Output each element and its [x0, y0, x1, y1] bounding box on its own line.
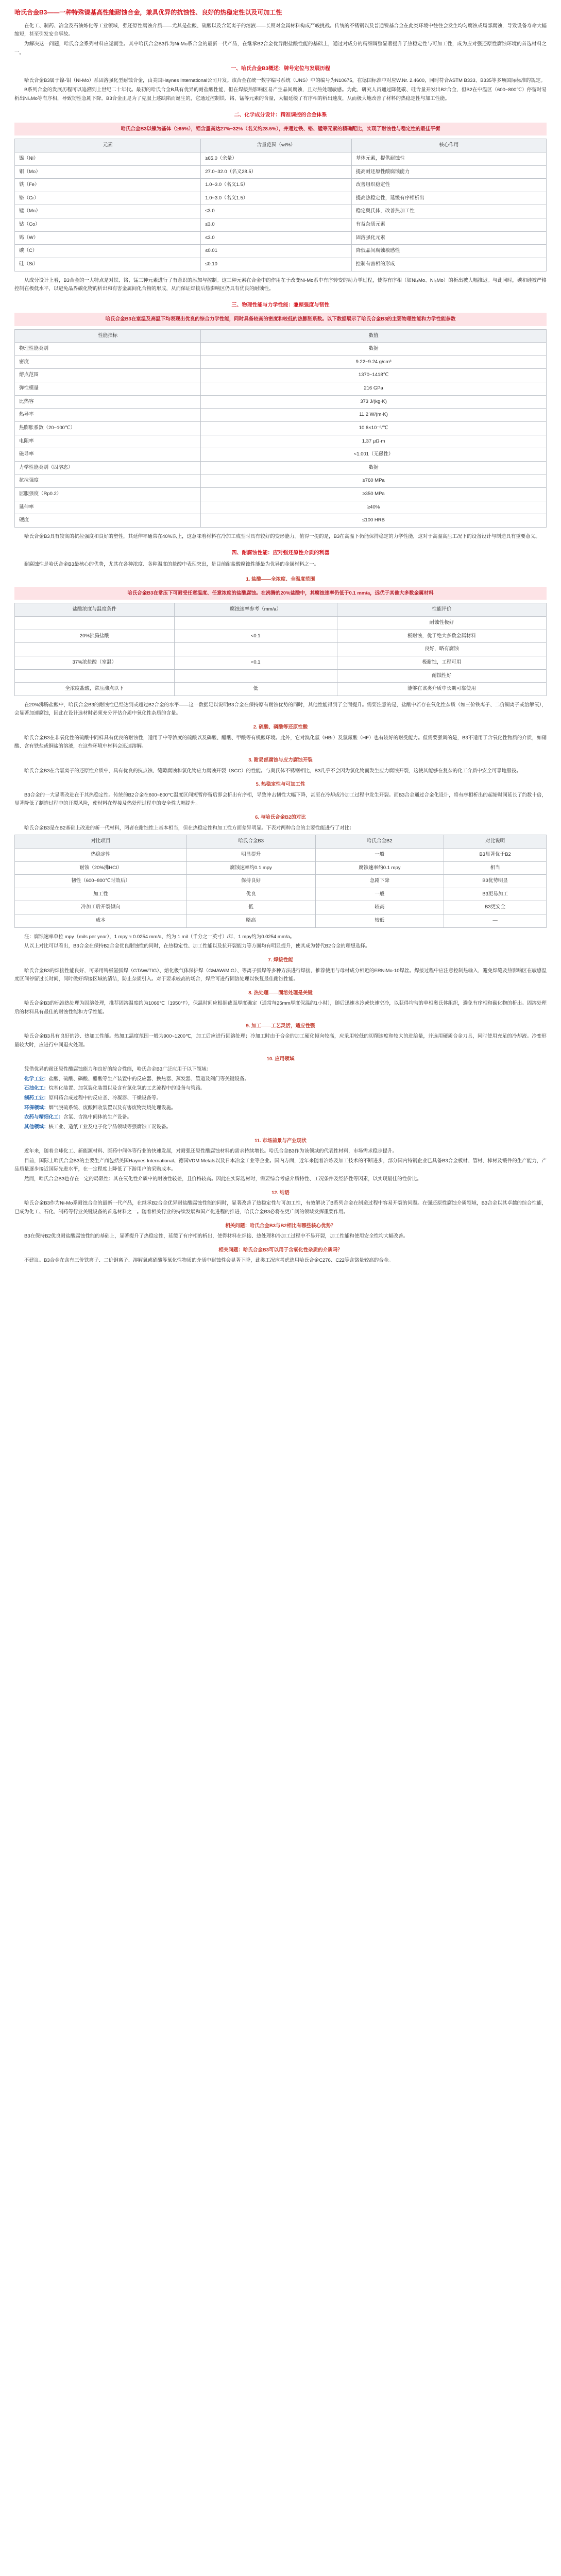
table-cell: 韧性（600~800℃时效后）	[15, 875, 187, 888]
table-cell: 硅（Si）	[15, 258, 201, 271]
table-cell: 有益杂质元素	[351, 218, 546, 232]
paragraph: B系列合金的发展历程可以追溯到上世纪二十年代。最初的哈氏合金B具有优异的耐盐酸性能，但在焊接热影响区易产生晶间腐蚀，且对热处理敏感。为此，研究人员通过降低碳、硅含量开发出B2合金，但B2在中温区（600~800℃）停留时易析出Ni₄Mo等有序相，导致韧性急剧下降。B3合金正是为了克服上述缺陷而诞生的，它通过控制铁、铬、锰等元素的含量，大幅延缓了有序相的析出速度，从而极大地改善了材料的热稳定性与加工性能。	[14, 87, 547, 102]
table-row	[15, 914, 547, 928]
table-row	[15, 630, 547, 643]
table-cell: <0.1	[174, 656, 337, 669]
table-cell: 磁导率	[15, 448, 201, 462]
table-cell: 373 J/(kg·K)	[201, 395, 547, 409]
paragraph: 从成分设计上看，B3合金的一大特点是对铁、铬、锰三种元素进行了有意识的添加与控制。这三种元素在合金中的作用在于改变Ni-Mo系中有序转变的动力学过程，使得有序相（如Ni₄Mo、Ni₃Mo）的析出被大幅推迟。与此同时，碳和硅被严格控制在极低水平，以避免晶界碳化物的析出和有害金属间化合物的形成，从而保证焊接后热影响区仍具有优良的耐蚀性。	[14, 277, 547, 292]
list-item	[14, 1104, 547, 1113]
subsection-heading: 2. 硫酸、磷酸等还原性酸	[253, 724, 308, 731]
table-cell: 37%浓盐酸（室温）	[15, 656, 175, 669]
table-row	[15, 382, 547, 396]
table-header: 对比项目	[15, 835, 187, 849]
table-header: 腐蚀速率参考（mm/a）	[174, 603, 337, 617]
list-item-label: 环保领域：	[24, 1105, 49, 1111]
list-item	[14, 1084, 547, 1093]
table-row	[15, 848, 547, 861]
table-row	[15, 192, 547, 205]
table-cell	[174, 669, 337, 683]
table-cell: ≥350 MPa	[201, 488, 547, 501]
subsection-heading: 8. 热处理——固溶处理是关键	[248, 990, 313, 996]
table-cell: 碳（C）	[15, 245, 201, 258]
table-header: 对比说明	[444, 835, 547, 849]
table-cell: 全浓度盐酸，常压沸点以下	[15, 683, 175, 696]
table-cell: 弹性模量	[15, 382, 201, 396]
table-cell: 能够在该类介质中长期可靠使用	[337, 683, 546, 696]
subsection-heading: 12. 结语	[271, 1190, 290, 1196]
subsection-heading: 9. 加工——工艺灵活，适应性强	[246, 1023, 315, 1029]
table-cell: 20%沸腾盐酸	[15, 630, 175, 643]
table-header: 元素	[15, 139, 201, 152]
list-item	[14, 1075, 547, 1084]
table-cell: 腐蚀速率约0.1 mpy	[186, 861, 315, 875]
list-item-text: 核工业、造纸工业及电子化学品领域等强腐蚀工况设备。	[48, 1124, 172, 1130]
table-cell: 熔点范围	[15, 369, 201, 382]
highlight-box: 哈氏合金B3在常压下可耐受任意温度、任意浓度的盐酸腐蚀。在沸腾的20%盐酸中，其腐蚀速率仍低于0.1 mm/a，远优于其他大多数金属材料	[14, 587, 547, 600]
table-row	[15, 218, 547, 232]
table-row	[15, 501, 547, 514]
table-cell: 急剧下降	[315, 875, 444, 888]
table-row	[15, 488, 547, 501]
table-cell: 极耐蚀，优于绝大多数金属材料	[337, 630, 546, 643]
list-item-text: 盐酸、硫酸、磷酸、醋酸等生产装置中的反应器、换热器、蒸发器、管道及阀门等关键设备。	[48, 1076, 250, 1082]
paragraph: 哈氏合金B3具有较高的抗拉强度和良好的塑性，其延伸率通常在40%以上，这意味着材料在冷加工成型时具有较好的变形能力。值得一提的是，B3在高温下仍能保持稳定的力学性能，这对于高温高压工况下的设备设计与制造具有重要意义。	[24, 533, 540, 539]
paragraph: 为解决这一问题，哈氏合金系列材料应运而生。其中哈氏合金B3作为Ni-Mo系合金的最新一代产品，在继承B2合金优异耐盐酸性能的基础上，通过对成分的精细调整显著提升了热稳定性与可加工性，成为应对强还原性腐蚀环境的首选材料之一。	[14, 41, 547, 56]
intro	[14, 22, 547, 58]
paragraph: 在20%沸腾盐酸中，哈氏合金B3的耐蚀性已经达到或超过B2合金的水平——这一数据足以说明B3合金在保持原有耐蚀优势的同时，其他性能得到了全面提升。需要注意的是，盐酸中若存在氧化性杂质（如三价铁离子、二价铜离子或溶解氧），会显著加速腐蚀，因此在设计选材时必须充分评估介质中氧化性杂质的含量。	[14, 702, 547, 717]
paragraph: 哈氏合金B3作为Ni-Mo系耐蚀合金的最新一代产品，在继承B2合金优异耐盐酸腐蚀性能的同时，显著改善了热稳定性与可加工性，有效解决了B系列合金在制造过程中容易开裂的问题。在强还原性腐蚀介质领域，B3合金以其卓越的综合性能，已成为化工、石化、制药等行业关键设备的首选材料之一。随着相关行业的持续发展和国产化进程的推进，哈氏合金B3必将在更广阔的领域发挥重要作用。	[14, 1200, 547, 1215]
table-row	[15, 901, 547, 914]
table-cell: 数据	[201, 461, 547, 474]
section-heading: 二、化学成分设计：精准调控的合金体系	[234, 112, 327, 118]
table-cell: 9.22~9.24 g/cm³	[201, 355, 547, 369]
table-cell: 一般	[315, 848, 444, 861]
table-cell: 较低	[315, 914, 444, 928]
table-cell: 耐蚀（20%沸HCl）	[15, 861, 187, 875]
qa-answer: 不建议。B3合金在含有三价铁离子、二价铜离子、溶解氧或硝酸等氧化性物质的介质中耐蚀性会显著下降，此类工况应考虑选用哈氏合金C276、C22等含铬量较高的合金。	[24, 1258, 394, 1264]
table-cell: ≤0.01	[201, 245, 352, 258]
paragraph: 注：腐蚀速率单位 mpy（mils per year），1 mpy ≈ 0.0254 mm/a，约为 1 mil（千分之一英寸）/年，1 mpy约为0.0254 mm/a。	[24, 934, 295, 940]
table-cell: 1.37 μΩ·m	[201, 435, 547, 448]
article-title: 哈氏合金B3——一种特殊镍基高性能耐蚀合金，兼具优异的抗蚀性、良好的热稳定性以及可加工性	[14, 9, 282, 16]
table-cell: 锰（Mn）	[15, 205, 201, 218]
list-item-label: 制药工业：	[24, 1095, 49, 1101]
list-item-label: 化学工业：	[24, 1076, 49, 1082]
table-header: 性能指标	[15, 329, 201, 343]
paragraph: 耐腐蚀性是哈氏合金B3最核心的优势，尤其在各种浓度、各种温度的盐酸中表现突出，是目前耐盐酸腐蚀性能最为优异的金属材料之一。	[24, 562, 319, 568]
table-cell	[174, 643, 337, 656]
table-cell: 稳定奥氏体，改善热加工性	[351, 205, 546, 218]
paragraph: 哈氏合金B3的标准热处理为固溶处理，推荐固溶温度约为1066℃（1950°F），保温时间应根据截面厚度确定（通常每25mm厚度保温约1小时），随后迅速水冷或快速空冷，以获得均匀的单相奥氏体组织，避免有序相和碳化物的析出。固溶处理后的材料具有最佳的耐蚀性能和力学性能。	[14, 1001, 547, 1015]
table-cell: 11.2 W/(m·K)	[201, 409, 547, 422]
article	[0, 0, 561, 1279]
composition-table	[14, 139, 547, 271]
table-cell: 良好，略有腐蚀	[337, 643, 546, 656]
table-cell: 耐蚀性极好	[337, 617, 546, 630]
table-cell: ≤3.0	[201, 205, 352, 218]
table-row	[15, 888, 547, 901]
paragraph: 哈氏合金B3属于镍-钼（Ni-Mo）系固溶强化型耐蚀合金，由美国Haynes International公司开发。该合金在统一数字编号系统（UNS）中的编号为N10675，在德国标准中对应W.Nr. 2.4600，同时符合ASTM B333、B335等多项国际标准的规定。	[24, 77, 546, 83]
table-cell: 比热容	[15, 395, 201, 409]
list-item	[14, 1113, 547, 1122]
table-row	[15, 409, 547, 422]
table-cell: 1.0~3.0（名义1.5）	[201, 192, 352, 205]
paragraph: 在化工、制药、冶金及石油炼化等工业领域，强还原性腐蚀介质——尤其是盐酸、硫酸以及含氯离子的溶液——长期对金属材料构成严峻挑战。传统的不锈钢以及普通镍基合金在此类环境中往往会发生均匀腐蚀或局部腐蚀，导致设备寿命大幅缩短，甚至引发安全事故。	[14, 23, 547, 38]
subsection-heading: 11. 市场前景与产业现状	[254, 1138, 307, 1144]
table-cell: 低	[186, 901, 315, 914]
table-cell: 一般	[315, 888, 444, 901]
table-cell: ≥40%	[201, 501, 547, 514]
table-row	[15, 656, 547, 669]
table-row	[15, 152, 547, 165]
list-item	[14, 1123, 547, 1132]
table-cell: B3优势明显	[444, 875, 547, 888]
list-item	[14, 1094, 547, 1103]
table-cell: 延伸率	[15, 501, 201, 514]
table-header: 哈氏合金B3	[186, 835, 315, 849]
comparison-table	[14, 835, 547, 927]
table-row	[15, 617, 547, 630]
table-cell: 极耐蚀，工程可用	[337, 656, 546, 669]
table-row	[15, 355, 547, 369]
table-row	[15, 343, 547, 356]
table-row	[15, 205, 547, 218]
table-cell: 热膨胀系数（20~100℃）	[15, 421, 201, 435]
subsection-heading: 7. 焊接性能	[268, 957, 293, 963]
list-item-text: 原料药合成过程中的反应釜、冷凝器、干燥设备等。	[48, 1095, 162, 1101]
table-row	[15, 231, 547, 245]
qa-answer: B3在保持B2优良耐盐酸腐蚀性能的基础上，显著提升了热稳定性，延缓了有序相的析出，使得材料在焊接、热处理和冷加工过程中不易开裂，加工性能和使用安全性均大幅改善。	[24, 1233, 409, 1240]
list-item-text: 烟气脱硫系统、废酸回收装置以及有害废物焚烧处理设施。	[48, 1105, 176, 1111]
table-cell: 硬度	[15, 514, 201, 528]
table-cell: 耐蚀性好	[337, 669, 546, 683]
table-cell: 216 GPa	[201, 382, 547, 396]
paragraph: 哈氏合金B3的焊接性能良好，可采用钨极氩弧焊（GTAW/TIG）、熔化极气体保护焊（GMAW/MIG）、等离子弧焊等多种方法进行焊接，推荐使用与母材成分相近的ERNiMo-10焊丝。焊接过程中应注意控制热输入，避免焊缝及热影响区在敏感温度区间停留过长时间，同时做好焊接区域的清洁，防止杂质引入。对于要求较高的场合，焊后可进行固溶处理以恢复最佳耐蚀性能。	[14, 968, 547, 982]
list-item-label: 农药与精细化工：	[24, 1114, 64, 1121]
table-cell	[174, 617, 337, 630]
paragraph: 近年来，随着全球化工、新能源材料、医药中间体等行业的快速发展，对耐强还原性酸腐蚀材料的需求持续增长。哈氏合金B3作为该领域的代表性材料，市场需求稳步提升。	[24, 1148, 398, 1155]
table-cell: 1370~1418℃	[201, 369, 547, 382]
table-cell: 控制有害相的形成	[351, 258, 546, 271]
paragraph: 哈氏合金B3在非氧化性的硫酸中同样具有优良的耐蚀性，适用于中等浓度的硫酸以及磷酸、醋酸、甲酸等有机酸环境。此外，它对溴化氢（HBr）及氢氟酸（HF）也有较好的耐受能力。但需要强调的是，B3不适用于含氧化性物质的介质，如硝酸、含有铁盐或铜盐的溶液，在这些环境中材料会迅速溶解。	[14, 735, 547, 750]
table-row	[15, 395, 547, 409]
paragraph: 哈氏合金B3具有良好的冷、热加工性能。热加工温度范围一般为900~1200℃，加工后应进行固溶处理；冷加工时由于合金的加工硬化倾向较高，应采用较低的切削速度和较大的进给量，并选用硬质合金刀具，同时使用充足的冷却液。冷变形量较大时，应进行中间退火处理。	[14, 1033, 547, 1048]
table-cell: ≤0.10	[201, 258, 352, 271]
table-cell: 固溶强化元素	[351, 231, 546, 245]
table-row	[15, 258, 547, 271]
table-cell: 改善组织稳定性	[351, 179, 546, 192]
table-header: 数值	[201, 329, 547, 343]
table-cell: 明显提升	[186, 848, 315, 861]
table-cell: 基体元素，提供耐蚀性	[351, 152, 546, 165]
table-cell: 优良	[186, 888, 315, 901]
table-cell: 电阻率	[15, 435, 201, 448]
table-header: 含量范围（wt%）	[201, 139, 352, 152]
table-header: 性能评价	[337, 603, 546, 617]
section-heading: 三、物理性能与力学性能：兼顾强度与韧性	[231, 302, 330, 308]
table-cell: 钨（W）	[15, 231, 201, 245]
subsection-heading: 6. 与哈氏合金B2的对比	[255, 815, 306, 821]
section-heading: 四、耐腐蚀性能：应对强还原性介质的利器	[231, 550, 330, 556]
table-row	[15, 474, 547, 488]
properties-table	[14, 329, 547, 528]
subsection-heading: 10. 应用领域	[266, 1056, 295, 1062]
table-cell: 1.0~3.0（名义1.5）	[201, 179, 352, 192]
table-cell	[15, 669, 175, 683]
table-cell: 成本	[15, 914, 187, 928]
table-cell: ≥760 MPa	[201, 474, 547, 488]
corrosion-table	[14, 603, 547, 696]
table-cell: ≤3.0	[201, 218, 352, 232]
table-cell: 保持良好	[186, 875, 315, 888]
qa-question: 相关问题：哈氏合金B3与B2相比有哪些核心优势？	[225, 1223, 336, 1229]
paragraph: 目前，国际上哈氏合金B3的主要生产商包括美国Haynes International、德国VDM Metals以及日本冶金工业等企业。国内方面，近年来随着冶炼及加工技术的不断进步，部分国内特钢企业已具备B3合金板材、管材、棒材及锻件的生产能力，产品质量逐步接近国际先进水平，在一定程度上降低了下游用户的采购成本。	[14, 1158, 547, 1173]
table-cell: 热稳定性	[15, 848, 187, 861]
table-cell: 加工性	[15, 888, 187, 901]
table-cell: 相当	[444, 861, 547, 875]
table-row	[15, 861, 547, 875]
table-row	[15, 669, 547, 683]
table-cell: B3显著优于B2	[444, 848, 547, 861]
table-cell: 钴（Co）	[15, 218, 201, 232]
table-cell: 热导率	[15, 409, 201, 422]
list-item-text: 含氯、含溴中间体的生产设备。	[63, 1114, 132, 1121]
table-cell: 铬（Cr）	[15, 192, 201, 205]
table-row	[15, 245, 547, 258]
table-cell: 屈服强度（Rp0.2）	[15, 488, 201, 501]
table-cell: —	[444, 914, 547, 928]
paragraph: 哈氏合金B3是在B2基础上改进的新一代材料，两者在耐蚀性上基本相当，但在热稳定性和加工性方面差异明显。下表对两种合金的主要性能进行了对比：	[24, 825, 354, 831]
table-cell: 数据	[201, 343, 547, 356]
table-cell: 略高	[186, 914, 315, 928]
table-cell: 提高热稳定性，延缓有序相析出	[351, 192, 546, 205]
table-cell: 钼（Mo）	[15, 165, 201, 179]
table-cell: 铁（Fe）	[15, 179, 201, 192]
table-row	[15, 179, 547, 192]
table-cell	[15, 643, 175, 656]
highlight-box: 哈氏合金B3以镍为基体（≥65%），钼含量高达27%~32%（名义约28.5%），并通过铁、铬、锰等元素的精确配比，实现了耐蚀性与稳定性的最佳平衡	[14, 123, 547, 135]
table-row	[15, 875, 547, 888]
table-row	[15, 461, 547, 474]
subsection-heading: 3. 耐局部腐蚀与应力腐蚀开裂	[248, 757, 313, 763]
table-cell: 27.0~32.0（名义28.5）	[201, 165, 352, 179]
qa-question: 相关问题：哈氏合金B3可以用于含氧化性杂质的介质吗？	[218, 1247, 343, 1253]
paragraph: B3合金的一大显著改进在于其热稳定性。传统的B2合金在600~800℃温度区间短暂停留后即会析出有序相，导致冲击韧性大幅下降，甚至在冷却或冷加工过程中发生开裂。而B3合金通过合金化设计，将有序相析出的起始时间延长了约数十倍，显著降低了制造过程中的开裂风险，使材料在焊接及热处理过程中的安全性大幅提升。	[14, 792, 547, 807]
table-row	[15, 448, 547, 462]
table-cell: ≤100 HRB	[201, 514, 547, 528]
table-cell: 10.6×10⁻⁶/℃	[201, 421, 547, 435]
table-cell: <0.1	[174, 630, 337, 643]
table-cell: 力学性能类别（固溶态）	[15, 461, 201, 474]
table-cell	[15, 617, 175, 630]
table-row	[15, 683, 547, 696]
table-row	[15, 514, 547, 528]
table-cell: B3更易加工	[444, 888, 547, 901]
table-cell: 腐蚀速率约0.1 mpy	[315, 861, 444, 875]
paragraph: 哈氏合金B3在含氯离子的还原性介质中，具有优良的抗点蚀、缝隙腐蚀和氯化物应力腐蚀开裂（SCC）的性能。与奥氏体不锈钢相比，B3几乎不会因为氯化物而发生应力腐蚀开裂，这使其能够在复杂的化工介质中安全可靠地服役。	[24, 768, 521, 774]
table-cell: 冷加工后开裂倾向	[15, 901, 187, 914]
table-row	[15, 643, 547, 656]
paragraph: 凭借优异的耐还原性酸腐蚀能力和良好的综合性能，哈氏合金B3广泛应用于以下领域：	[24, 1066, 212, 1073]
table-cell: 降低晶间腐蚀敏感性	[351, 245, 546, 258]
table-cell: 镍（Ni）	[15, 152, 201, 165]
highlight-box: 哈氏合金B3在室温及高温下均表现出优良的综合力学性能，同时具备较高的密度和较低的热膨胀系数。以下数据展示了哈氏合金B3的主要物理性能和力学性能参数	[14, 313, 547, 326]
paragraph: 然而，哈氏合金B3也存在一定的局限性：其在氧化性介质中的耐蚀性较差，且价格较高。因此在实际选材时，需要综合考虑介质特性、工况条件及经济性等因素，以实现最佳的性价比。	[24, 1176, 422, 1182]
section-heading: 一、哈氏合金B3概述：牌号定位与发展历程	[231, 66, 330, 72]
table-cell: 低	[174, 683, 337, 696]
table-cell: 抗拉强度	[15, 474, 201, 488]
table-cell: ≥65.0（余量）	[201, 152, 352, 165]
table-row	[15, 435, 547, 448]
list-item-label: 石油化工：	[24, 1086, 49, 1092]
paragraph: 从以上对比可以看出，B3合金在保持B2合金优良耐蚀性的同时，在热稳定性、加工性能以及抗开裂能力等方面均有明显提升，使其成为替代B2合金的理想选择。	[24, 943, 370, 950]
table-row	[15, 421, 547, 435]
table-cell: 密度	[15, 355, 201, 369]
table-row	[15, 369, 547, 382]
list-item-text: 烷基化装置、加氢裂化装置以及含有氯化氢的工艺流程中的设备与管路。	[48, 1086, 206, 1092]
application-list	[14, 1075, 547, 1132]
table-header: 核心作用	[351, 139, 546, 152]
list-item-label: 其他领域：	[24, 1124, 49, 1130]
table-header: 盐酸浓度与温度条件	[15, 603, 175, 617]
subsection-heading: 5. 热稳定性与可加工性	[256, 782, 305, 788]
table-header: 哈氏合金B2	[315, 835, 444, 849]
table-cell: 较高	[315, 901, 444, 914]
table-row	[15, 165, 547, 179]
qa-list	[14, 1222, 547, 1266]
table-cell: 物理性能类别	[15, 343, 201, 356]
subsection-heading: 1. 盐酸——全浓度、全温度范围	[246, 576, 315, 582]
table-cell: <1.001（无磁性）	[201, 448, 547, 462]
table-cell: 提高耐还原性酸腐蚀能力	[351, 165, 546, 179]
table-cell: ≤3.0	[201, 231, 352, 245]
table-cell: B3更安全	[444, 901, 547, 914]
